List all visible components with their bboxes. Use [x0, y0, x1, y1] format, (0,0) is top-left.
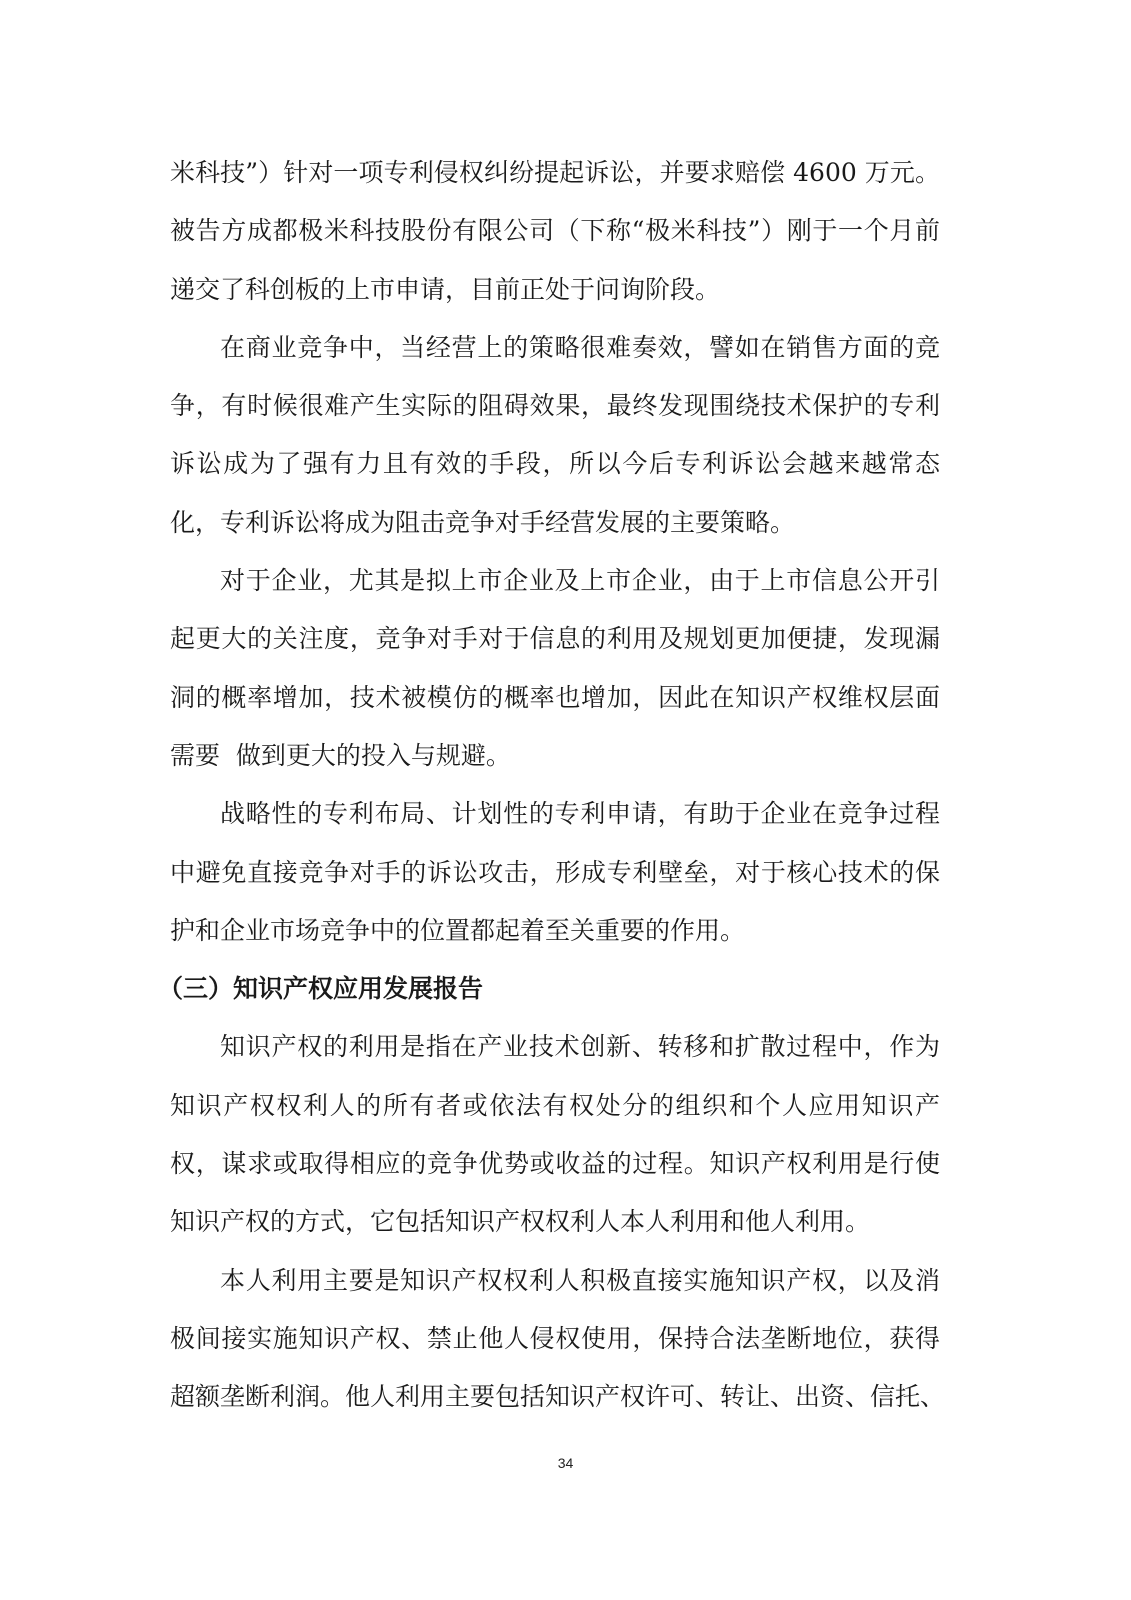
- text-line: 知识产权权利人的所有者或依法有权处分的组织和个人应用知识产: [170, 1090, 940, 1120]
- text-line: 需要 做到更大的投入与规避。: [170, 740, 511, 770]
- paragraph-start-line: 知识产权的利用是指在产业技术创新、转移和扩散过程中，作为: [220, 1032, 940, 1062]
- text-line: 权，谋求或取得相应的竞争优势或收益的过程。知识产权利用是行使: [170, 1149, 940, 1179]
- body-text: [158, 144, 946, 1427]
- text-line: 被告方成都极米科技股份有限公司（下称“极米科技”）刚于一个月前: [170, 216, 940, 246]
- text-line: 护和企业市场竞争中的位置都起着至关重要的作用。: [170, 915, 746, 945]
- text-line: 中避免直接竞争对手的诉讼攻击，形成专利壁垒，对于核心技术的保: [170, 857, 940, 887]
- text-line: 知识产权的方式，它包括知识产权权利人本人利用和他人利用。: [170, 1207, 871, 1237]
- section-heading: （三）知识产权应用发展报告: [158, 974, 484, 1004]
- text-line: 起更大的关注度，竞争对手对于信息的利用及规划更加便捷，发现漏: [170, 624, 940, 654]
- text-line: 米科技”）针对一项专利侵权纠纷提起诉讼，并要求赔偿 4600 万元。: [170, 158, 940, 187]
- text-line: 诉讼成为了强有力且有效的手段，所以今后专利诉讼会越来越常态: [170, 449, 940, 479]
- text-line: 递交了科创板的上市申请，目前正处于问询阶段。: [170, 274, 721, 304]
- text-line: 超额垄断利润。他人利用主要包括知识产权许可、转让、出资、信托、: [170, 1382, 946, 1412]
- text-line: 极间接实施知识产权、禁止他人侵权使用，保持合法垄断地位，获得: [170, 1323, 940, 1353]
- paragraph-start-line: 本人利用主要是知识产权权利人积极直接实施知识产权，以及消: [220, 1265, 940, 1295]
- text-line: 化，专利诉讼将成为阻击竞争对手经营发展的主要策略。: [170, 507, 796, 537]
- paragraph-start-line: 战略性的专利布局、计划性的专利申请，有助于企业在竞争过程: [220, 799, 940, 829]
- text-line: 洞的概率增加，技术被模仿的概率也增加，因此在知识产权维权层面: [170, 682, 940, 712]
- paragraph-start-line: 在商业竞争中，当经营上的策略很难奏效，譬如在销售方面的竞: [220, 332, 940, 362]
- paragraph-start-line: 对于企业，尤其是拟上市企业及上市企业，由于上市信息公开引: [220, 566, 940, 596]
- text-line: 争，有时候很难产生实际的阻碍效果，最终发现围绕技术保护的专利: [170, 391, 940, 421]
- page-number: 34: [557, 1455, 574, 1471]
